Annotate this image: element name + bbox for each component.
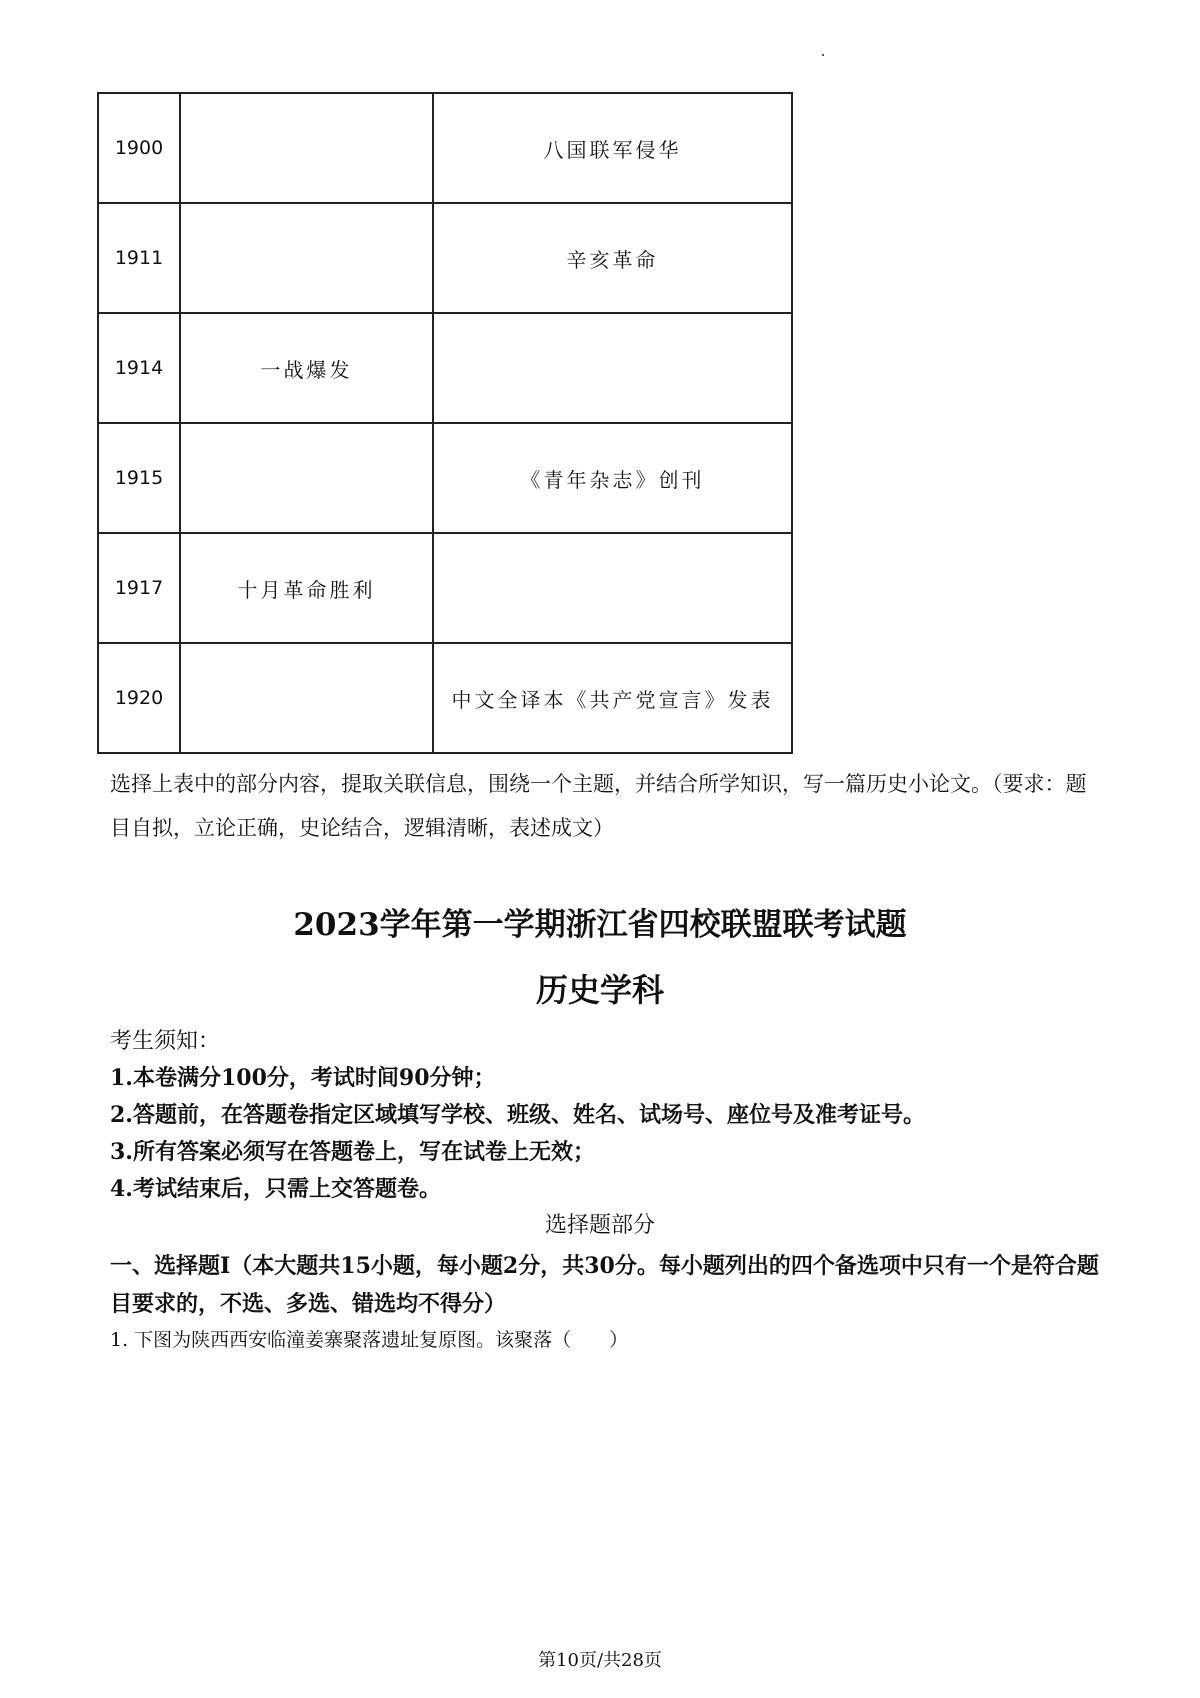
notice-item: 1.本卷满分100分，考试时间90分钟； bbox=[110, 1065, 496, 1091]
notice-heading: 考生须知： bbox=[110, 1029, 221, 1054]
section-title: 选择题部分 bbox=[544, 1213, 655, 1238]
page-footer: 第10页/共28页 bbox=[538, 1650, 662, 1671]
china-event-cell: 中文全译本《共产党宣言》发表 bbox=[433, 643, 792, 753]
world-event-cell bbox=[180, 93, 433, 203]
year-cell: 1900 bbox=[98, 93, 180, 203]
year-cell: 1920 bbox=[98, 643, 180, 753]
china-event-cell bbox=[433, 533, 792, 643]
year-cell: 1911 bbox=[98, 203, 180, 313]
table-row bbox=[98, 423, 792, 533]
china-event-cell: 八国联军侵华 bbox=[433, 93, 792, 203]
china-event-cell bbox=[433, 313, 792, 423]
china-event-cell: 《青年杂志》创刊 bbox=[433, 423, 792, 533]
essay-prompt: 选择上表中的部分内容，提取关联信息，围绕一个主题，并结合所学知识，写一篇历史小论文。（要求：题目自拟，立论正确，史论结合，逻辑清晰，表述成文） bbox=[110, 772, 1087, 840]
notice-item: 4.考试结束后，只需上交答题卷。 bbox=[110, 1176, 441, 1202]
world-event-cell bbox=[180, 423, 433, 533]
table-row bbox=[98, 313, 792, 423]
world-event-cell: 一战爆发 bbox=[180, 313, 433, 423]
timeline-table bbox=[97, 92, 793, 754]
world-event-cell bbox=[180, 203, 433, 313]
year-cell: 1917 bbox=[98, 533, 180, 643]
table-row bbox=[98, 533, 792, 643]
notice-item: 2.答题前，在答题卷指定区域填写学校、班级、姓名、试场号、座位号及准考证号。 bbox=[110, 1102, 925, 1128]
table-row bbox=[98, 203, 792, 313]
notice-item: 3.所有答案必须写在答题卷上，写在试卷上无效； bbox=[110, 1139, 595, 1165]
china-event-cell: 辛亥革命 bbox=[433, 203, 792, 313]
part-one-instructions: 一、选择题Ⅰ（本大题共15小题，每小题2分，共30分。每小题列出的四个备选项中只有一个是符合题目要求的，不选、多选、错选均不得分） bbox=[110, 1253, 1099, 1317]
table-row bbox=[98, 93, 792, 203]
table-row bbox=[98, 643, 792, 753]
year-cell: 1915 bbox=[98, 423, 180, 533]
year-cell: 1914 bbox=[98, 313, 180, 423]
world-event-cell bbox=[180, 643, 433, 753]
stray-dot bbox=[822, 54, 824, 56]
exam-subject: 历史学科 bbox=[535, 971, 664, 1009]
world-event-cell: 十月革命胜利 bbox=[180, 533, 433, 643]
question-1: 1. 下图为陕西西安临潼姜寨聚落遗址复原图。该聚落（ ） bbox=[110, 1329, 629, 1351]
exam-title: 2023学年第一学期浙江省四校联盟联考试题 bbox=[293, 907, 907, 943]
